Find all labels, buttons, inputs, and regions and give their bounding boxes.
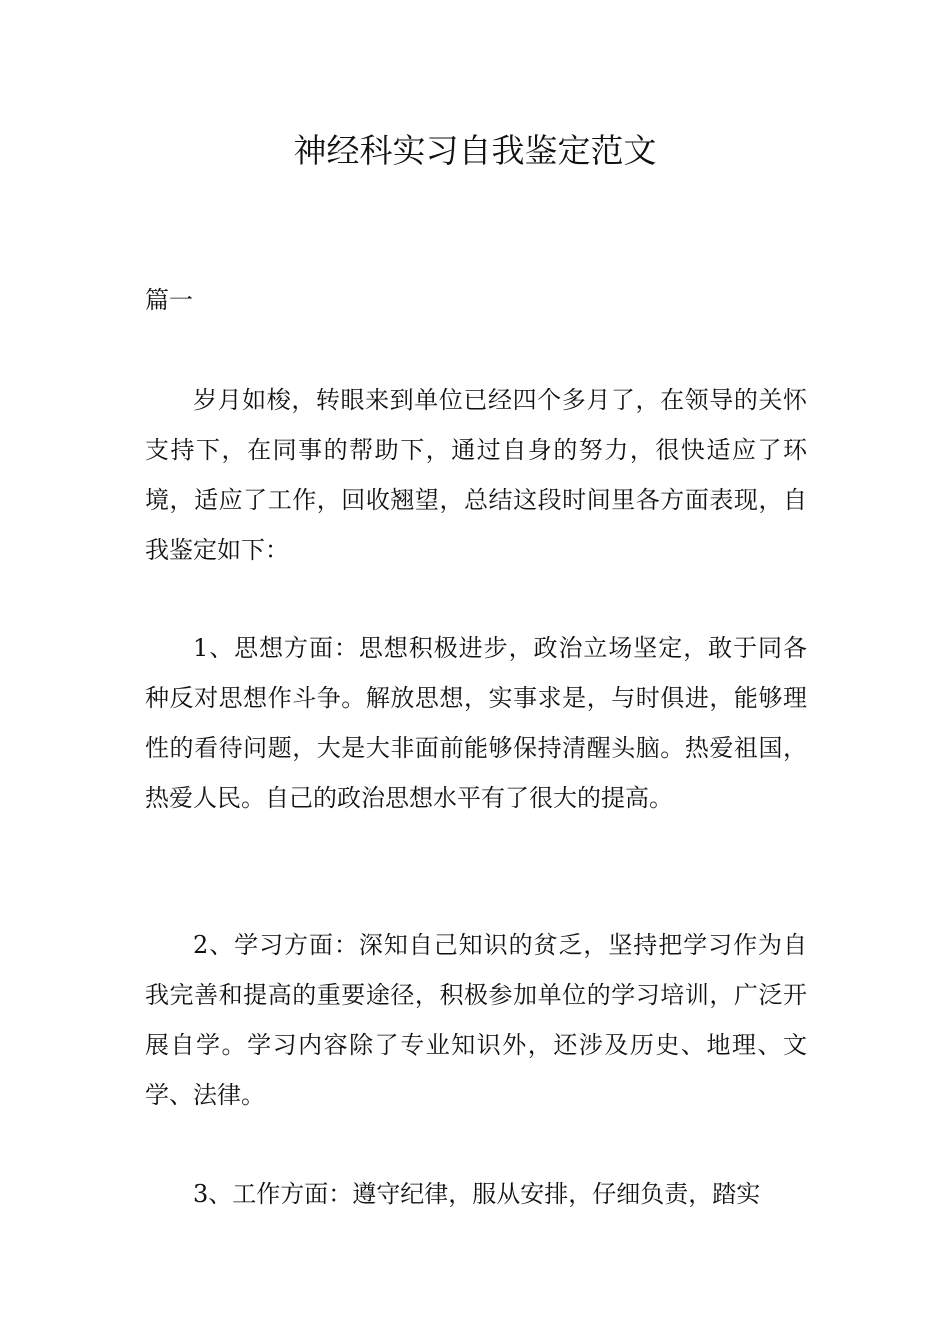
section-heading: 篇一 [145, 286, 193, 314]
paragraph-work: 3、工作方面：遵守纪律，服从安排，仔细负责，踏实 [193, 1180, 761, 1208]
paragraph-intro: 岁月如梭，转眼来到单位已经四个多月了，在领导的关怀支持下，在同事的帮助下，通过自身的努力，很快适应了环境，适应了工作，回收翘望，总结这段时间里各方面表现，自我鉴定如下： [145, 386, 807, 564]
document-title: 神经科实习自我鉴定范文 [293, 131, 657, 170]
paragraph-study: 2、学习方面：深知自己知识的贫乏，坚持把学习作为自我完善和提高的重要途径，积极参加单位的学习培训，广泛开展自学。学习内容除了专业知识外，还涉及历史、地理、文学、法律。 [145, 931, 807, 1109]
paragraph-thought: 1、思想方面：思想积极进步，政治立场坚定，敢于同各种反对思想作斗争。解放思想，实事求是，与时俱进，能够理性的看待问题，大是大非面前能够保持清醒头脑。热爱祖国，热爱人民。自己的政治思想水平有了很大的提高。 [145, 634, 807, 812]
